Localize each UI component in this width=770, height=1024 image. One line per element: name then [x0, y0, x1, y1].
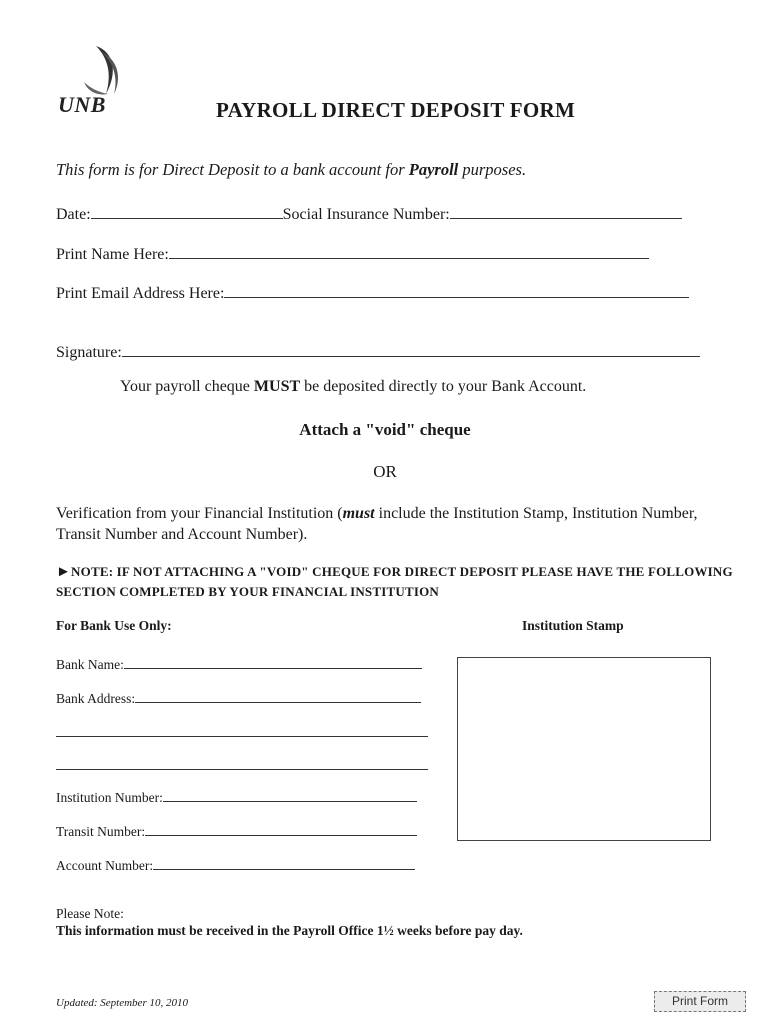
date-label: Date:	[56, 206, 91, 223]
bank-name-label: Bank Name:	[56, 657, 124, 672]
bank-address-label: Bank Address:	[56, 691, 136, 706]
must-after: be deposited directly to your Bank Account.	[300, 378, 587, 395]
bank-address-line-3[interactable]	[56, 769, 428, 770]
date-sin-row	[56, 204, 682, 224]
or-text: OR	[373, 462, 397, 481]
unb-logo	[56, 42, 136, 122]
please-note-label: Please Note:	[56, 906, 124, 921]
deadline-info: This information must be received in the Payroll Office 1½ weeks before pay day.	[56, 923, 523, 938]
note-text	[56, 562, 736, 602]
must-bold: MUST	[253, 378, 301, 395]
transit-number-label: Transit Number:	[56, 824, 146, 839]
attach-void-cheque: Attach a "void" cheque	[299, 420, 471, 439]
email-row	[56, 283, 689, 303]
name-row	[56, 244, 649, 264]
verify-bold: must	[342, 505, 375, 522]
institution-number-row	[56, 789, 417, 806]
sin-field[interactable]	[450, 204, 682, 219]
transit-number-field[interactable]	[145, 823, 417, 836]
institution-number-field[interactable]	[163, 789, 417, 802]
email-field[interactable]	[224, 283, 689, 298]
sin-label: Social Insurance Number:	[282, 206, 450, 223]
arrow-right-icon: ►	[56, 564, 72, 580]
note-body: NOTE: IF NOT ATTACHING A "VOID" CHEQUE FOR DIRECT DEPOSIT PLEASE HAVE THE FOLLOWING SECTION COMPLETED BY YOUR FINANCIAL INSTITUTION	[56, 564, 733, 599]
account-number-row	[56, 857, 415, 874]
updated-date: Updated: September 10, 2010	[56, 997, 188, 1009]
transit-number-row	[56, 823, 417, 840]
bank-name-row	[56, 656, 422, 673]
institution-stamp-box[interactable]	[457, 657, 711, 841]
signature-field[interactable]	[122, 342, 700, 357]
intro-text	[56, 160, 526, 180]
date-field[interactable]	[91, 204, 283, 219]
logo-text: UNB	[58, 92, 106, 117]
bank-address-field[interactable]	[135, 690, 421, 703]
stamp-heading: Institution Stamp	[522, 618, 624, 633]
signature-label: Signature:	[56, 344, 122, 361]
verify-after: include the Institution Stamp, Institution Number, Transit Number and Account Number).	[56, 505, 698, 543]
verification-text	[56, 503, 726, 545]
account-number-field[interactable]	[153, 857, 415, 870]
form-title: PAYROLL DIRECT DEPOSIT FORM	[216, 98, 576, 122]
bank-address-row	[56, 690, 421, 707]
verify-before: Verification from your Financial Institution (	[56, 505, 343, 522]
intro-bold: Payroll	[408, 160, 459, 179]
name-label: Print Name Here:	[56, 246, 169, 263]
bank-use-heading: For Bank Use Only:	[56, 618, 172, 633]
email-label: Print Email Address Here:	[56, 285, 225, 302]
bank-name-field[interactable]	[124, 656, 422, 669]
must-before: Your payroll cheque	[120, 378, 254, 395]
print-form-button[interactable]: Print Form	[654, 991, 746, 1012]
name-field[interactable]	[169, 244, 649, 259]
intro-before: This form is for Direct Deposit to a bank account for	[56, 160, 409, 179]
institution-number-label: Institution Number:	[56, 790, 163, 805]
account-number-label: Account Number:	[56, 858, 154, 873]
signature-row	[56, 342, 700, 362]
intro-after: purposes.	[458, 160, 527, 179]
bank-address-line-2[interactable]	[56, 736, 428, 737]
must-deposit-text	[120, 378, 586, 396]
